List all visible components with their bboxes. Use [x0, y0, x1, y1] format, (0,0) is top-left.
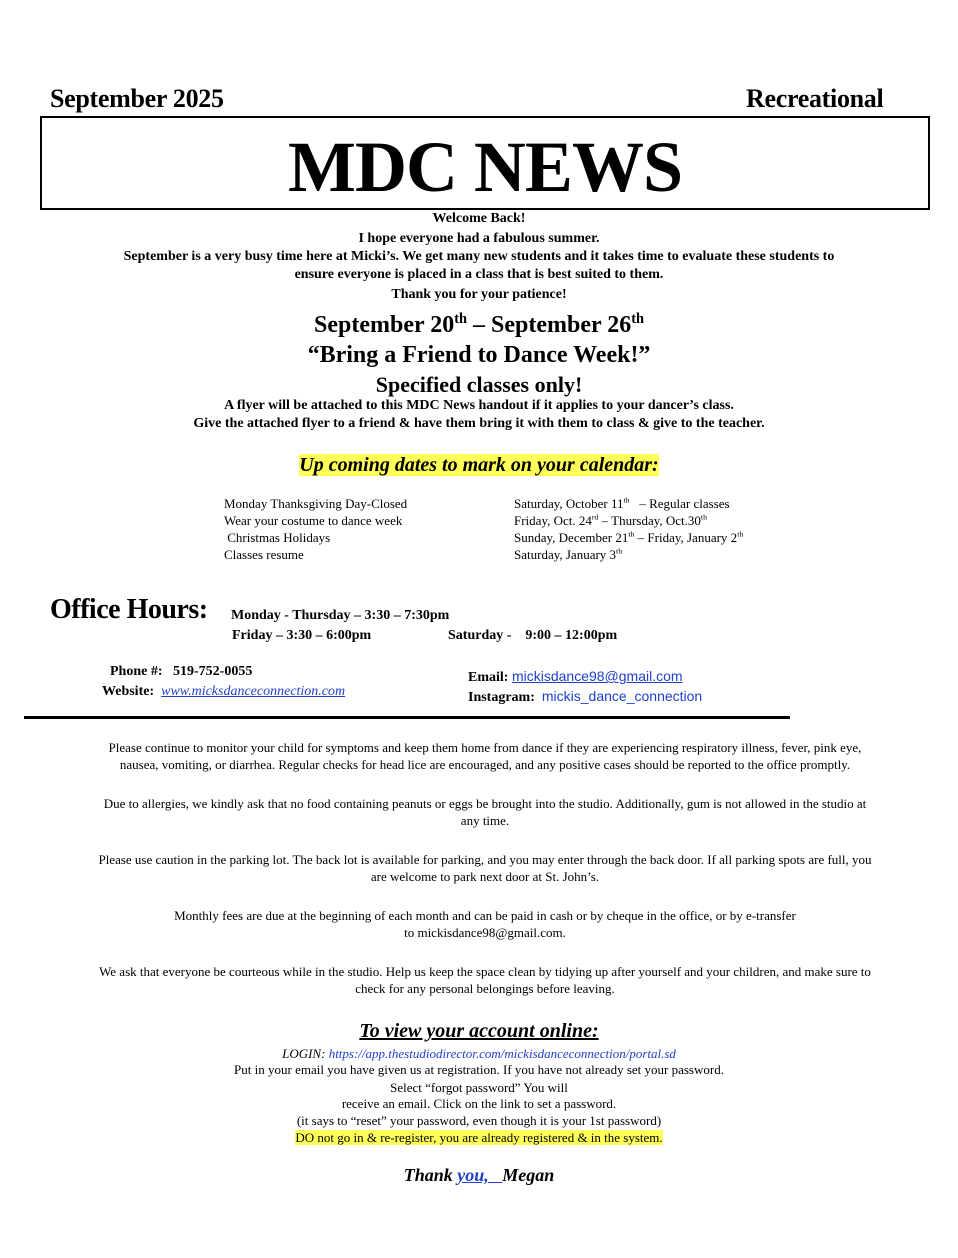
calendar-event: Monday Thanksgiving Day-Closed — [224, 496, 408, 511]
flyer-line: Give the attached flyer to a friend & have them bring it with them to class & give to the teacher. — [193, 416, 765, 431]
portal-link[interactable]: https://app.thestudiodirector.com/mickisdanceconnection/portal.sd — [328, 1046, 676, 1061]
calendar-event: Classes resume — [224, 547, 304, 562]
account-instruction: (it says to “reset” your password, even though it is your 1st password) — [296, 1113, 662, 1128]
calendar-heading: Up coming dates to mark on your calendar: — [299, 454, 659, 476]
event-name: “Bring a Friend to Dance Week!” — [307, 342, 651, 368]
welcome-line: ensure everyone is placed in a class that is best suited to them. — [294, 267, 664, 282]
login-label: LOGIN: — [282, 1046, 329, 1061]
account-instruction: Put in your email you have given us at registration. If you have not already set your password. — [234, 1062, 724, 1077]
website — [102, 684, 345, 700]
calendar-right-list — [514, 495, 743, 563]
event-dates: September 20th – September 26th — [314, 311, 644, 338]
welcome-line: Thank you for your patience! — [391, 287, 567, 302]
office-hours-fri: Friday – 3:30 – 6:00pm — [232, 628, 372, 643]
phone — [110, 664, 252, 680]
email-label: Email: — [468, 670, 509, 685]
signoff: Thank you, Megan — [403, 1165, 555, 1185]
program-type: Recreational — [746, 84, 884, 113]
event-note: Specified classes only! — [375, 372, 583, 397]
calendar-date: Saturday, January 3th — [514, 546, 623, 562]
welcome-heading: Welcome Back! — [432, 211, 526, 226]
parking-notice: Please use caution in the parking lot. The back lot is available for parking, and you may enter through the back door. If all parking spots are full, you are welcome to park next door at St. John’s. — [98, 852, 872, 884]
email — [468, 668, 683, 686]
calendar-event: Wear your costume to dance week — [224, 513, 403, 528]
fees-notice: Monthly fees are due at the beginning of each month and can be paid in cash or by cheque in the office, or by e-transfer to mickisdance98@gmail.com. — [174, 908, 796, 940]
account-heading: To view your account online: — [359, 1020, 599, 1042]
email-link[interactable]: mickisdance98@gmail.com — [511, 668, 683, 684]
instagram-handle[interactable]: mickis_dance_connection — [541, 688, 703, 704]
calendar-date: Friday, Oct. 24rd – Thursday, Oct.30th — [514, 512, 707, 528]
divider — [24, 716, 790, 719]
calendar-date: Saturday, October 11th – Regular classes — [514, 495, 730, 511]
calendar-left-list — [224, 495, 407, 563]
login-line — [0, 1045, 958, 1062]
flyer-line: A flyer will be attached to this MDC News handout if it applies to your dancer’s class. — [224, 398, 734, 413]
newsletter-title: MDC NEWS — [287, 127, 682, 207]
registration-warning: DO not go in & re-register, you are already registered & in the system. — [295, 1130, 663, 1145]
office-hours-sat: Saturday - 9:00 – 12:00pm — [448, 628, 618, 643]
phone-label: Phone #: — [110, 664, 163, 679]
website-label: Website: — [102, 684, 155, 699]
calendar-event: Christmas Holidays — [224, 530, 331, 545]
office-hours-mon-thu: Monday - Thursday – 3:30 – 7:30pm — [231, 608, 450, 623]
office-hours-label: Office Hours: — [50, 594, 208, 625]
welcome-line: September is a very busy time here at Micki’s. We get many new students and it takes time to evaluate these students to — [123, 249, 835, 264]
website-link[interactable]: www.micksdanceconnection.com — [161, 684, 346, 699]
allergy-notice: Due to allergies, we kindly ask that no food containing peanuts or eggs be brought into the studio. Additionally, gum is not allowed in the studio at any time. — [103, 796, 867, 828]
newsletter-month: September 2025 — [50, 84, 224, 113]
phone-number: 519-752-0055 — [173, 664, 253, 679]
courtesy-notice: We ask that everyone be courteous while in the studio. Help us keep the space clean by tidying up after yourself and your children, and make sure to check for any personal belongings before leaving. — [99, 964, 871, 996]
welcome-line: I hope everyone had a fabulous summer. — [358, 231, 600, 246]
account-instruction: receive an email. Click on the link to set a password. — [341, 1096, 617, 1111]
instagram — [468, 688, 702, 706]
account-instruction: Select “forgot password” You will — [390, 1080, 568, 1095]
instagram-label: Instagram: — [468, 690, 535, 705]
calendar-date: Sunday, December 21th – Friday, January 2th — [514, 529, 744, 545]
health-notice: Please continue to monitor your child for symptoms and keep them home from dance if they are experiencing respiratory illness, fever, pink eye, nausea, vomiting, or diarrhea. Regular checks for head lice are encouraged, and any positive cases should be reported to the office promptly. — [108, 740, 862, 772]
